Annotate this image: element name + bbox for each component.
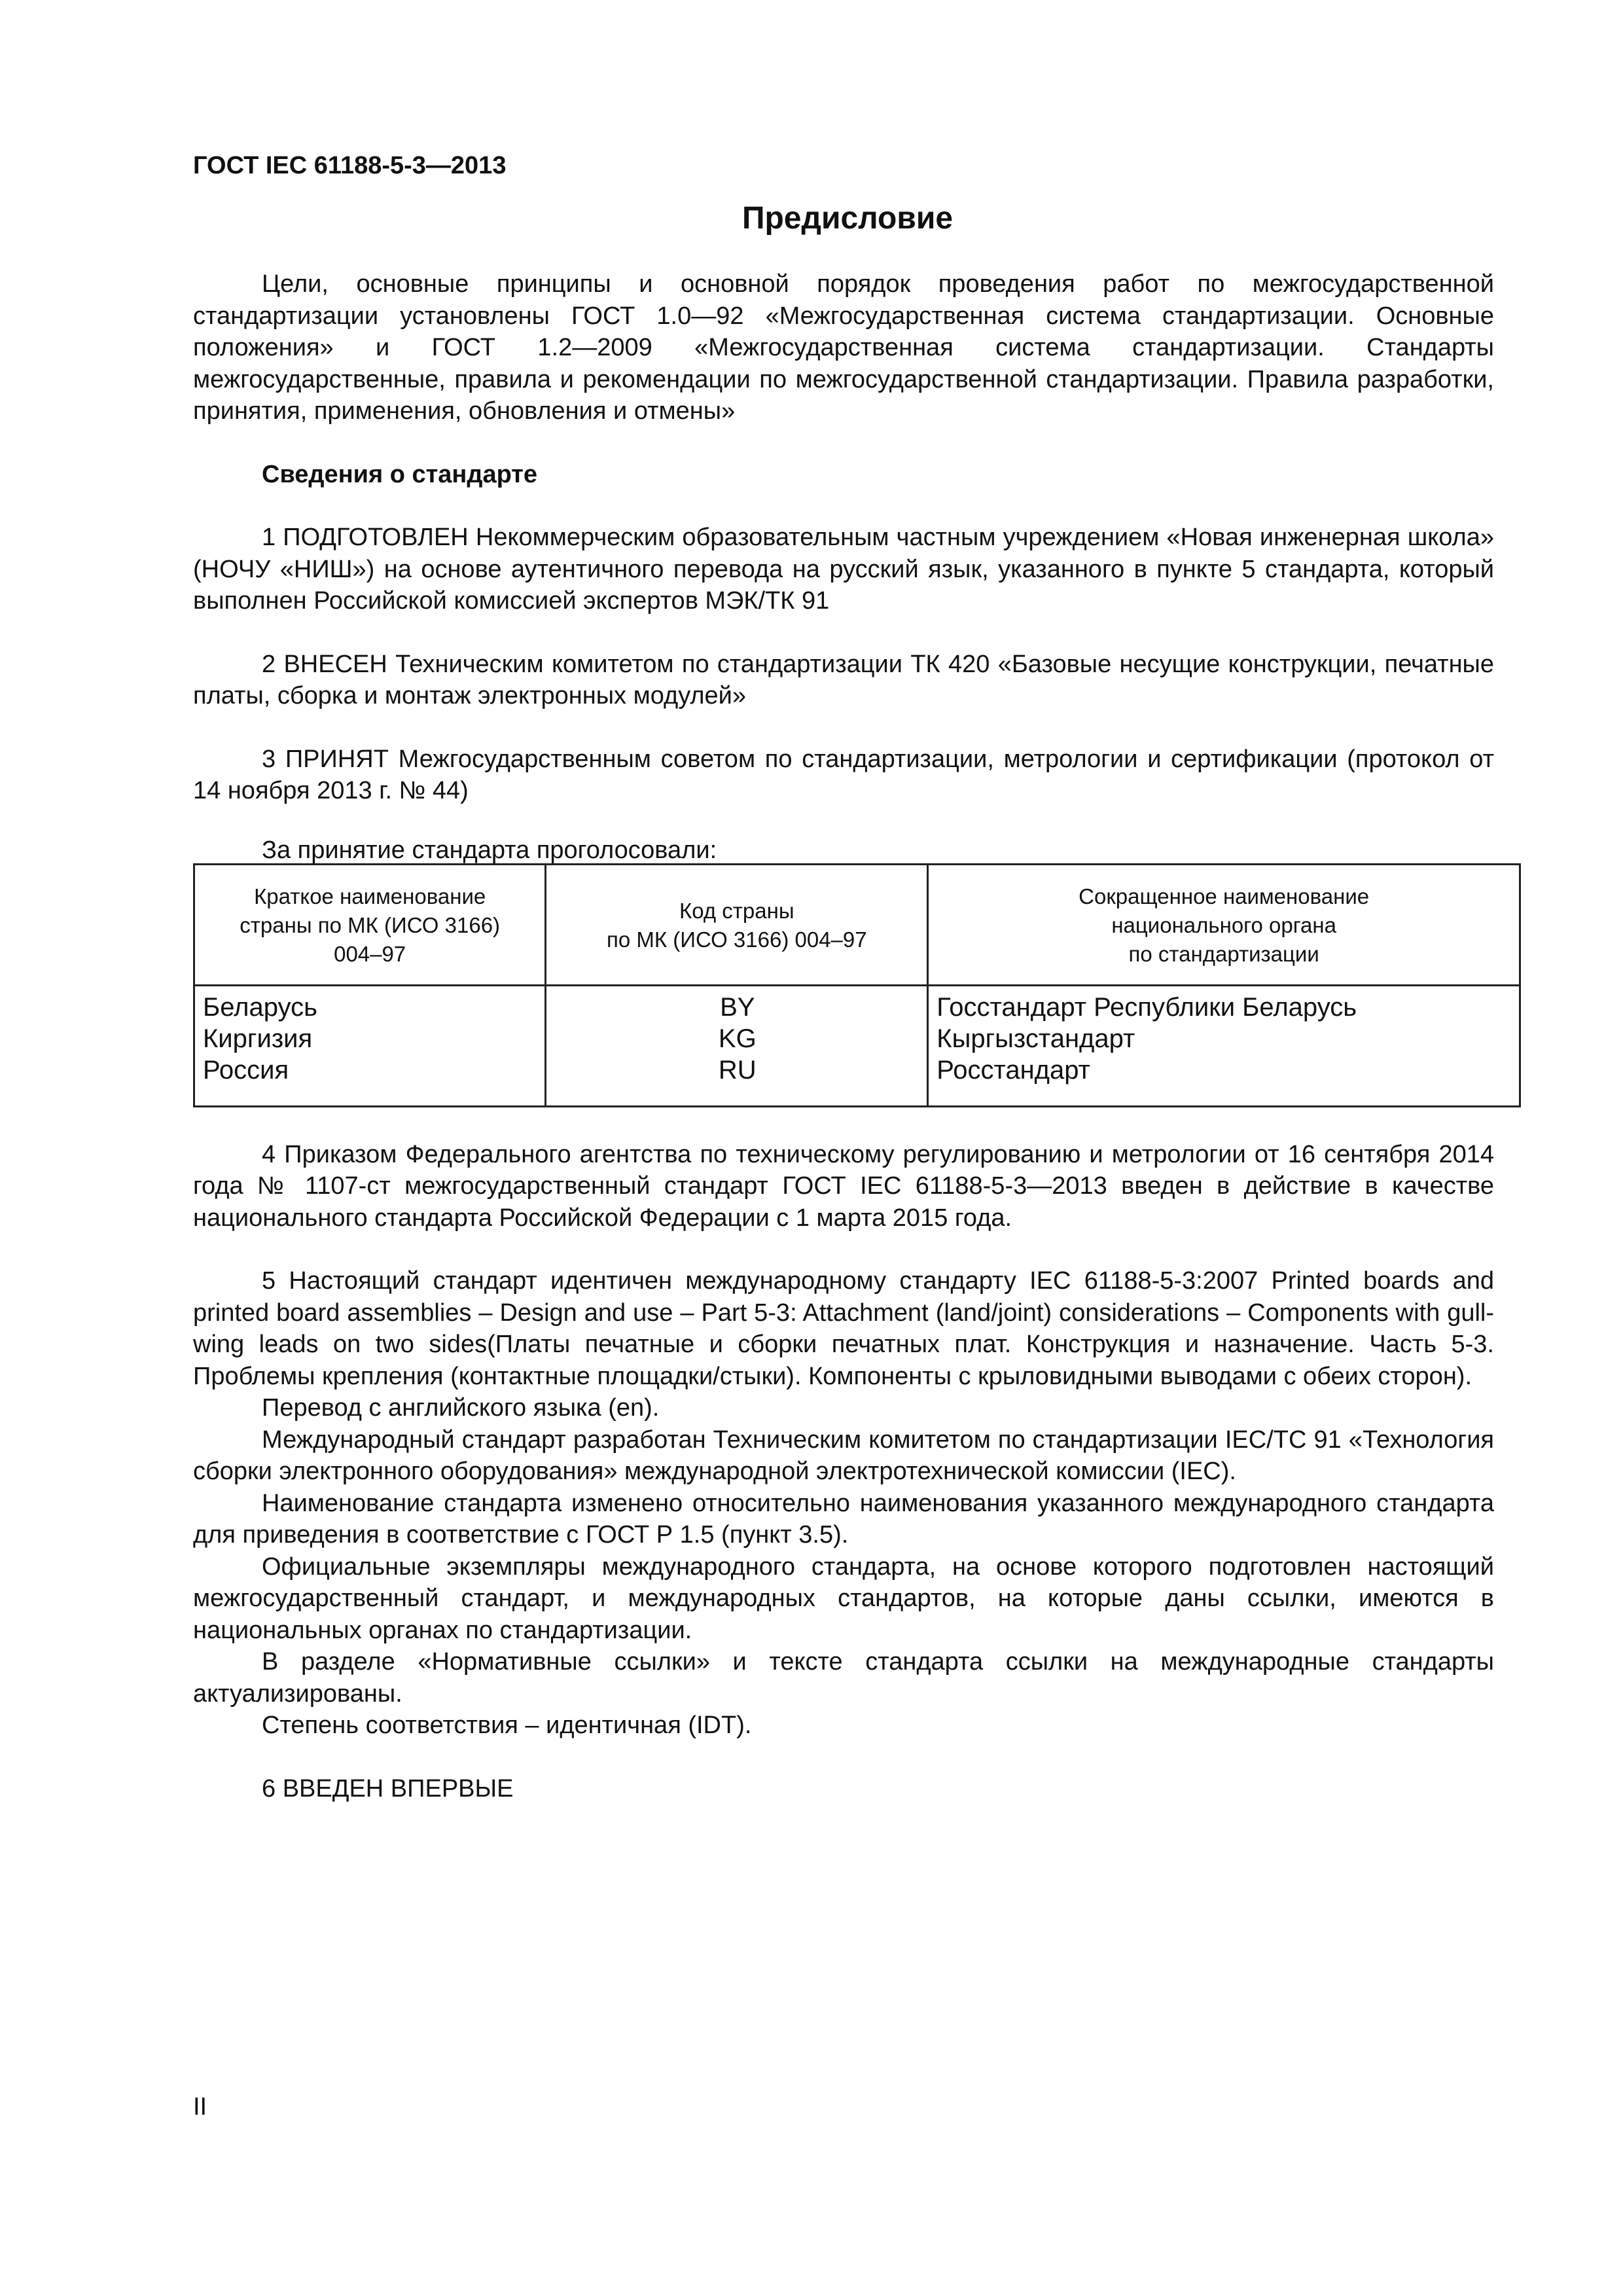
intro-paragraph: Цели, основные принципы и основной порядок проведения работ по межгосударственной стандартизации установлены ГОСТ 1.0—92 «Межгосударственная система стандартизации. Основные положения» и ГОСТ 1.2—2009 «Межгосударственная система стандартизации. Стандарты межгосударственные, правила и рекомендации по межгосударственной стандартизации. Правила разработки, принятия, применения, обновления и отмены» bbox=[193, 270, 1494, 425]
country-name: Россия bbox=[203, 1055, 289, 1085]
header-country-name bbox=[194, 864, 546, 985]
page-title: Предисловие bbox=[741, 201, 954, 236]
header-national-body bbox=[928, 864, 1520, 985]
item-5-developer: Международный стандарт разработан Техническим комитетом по стандартизации IEC/TC 91 «Технология сборки электронного оборудования» международной электротехнической комиссии (IEC). bbox=[193, 1426, 1494, 1485]
header-line: национального органа bbox=[1111, 912, 1336, 937]
header-country-code bbox=[546, 864, 928, 985]
header-line: Сокращенное наименование bbox=[1079, 884, 1370, 908]
item-5-translation: Перевод с английского языка (en). bbox=[262, 1394, 660, 1422]
item-6-paragraph: 6 ВВЕДЕН ВПЕРВЫЕ bbox=[262, 1774, 514, 1803]
table-row bbox=[194, 985, 1520, 1106]
country-code: BY bbox=[720, 992, 755, 1022]
bodies-cell bbox=[928, 985, 1520, 1106]
countries-cell bbox=[194, 985, 546, 1106]
codes-cell bbox=[546, 985, 928, 1106]
table-caption: За принятие стандарта проголосовали: bbox=[262, 836, 717, 864]
table-header-row bbox=[194, 864, 1520, 985]
header-line: Код страны bbox=[679, 898, 794, 923]
country-name: Киргизия bbox=[203, 1024, 313, 1053]
document-code-header: ГОСТ IEC 61188-5-3—2013 bbox=[193, 152, 507, 179]
item-5-official-copies: Официальные экземпляры международного стандарта, на основе которого подготовлен настоящий межгосударственный стандарт, и международных стандартов, на которые даны ссылки, имеются в национальных органах по стандартизации. bbox=[193, 1552, 1494, 1644]
item-5-name-change: Наименование стандарта изменено относительно наименования указанного международного стандарта для приведения в соответствие с ГОСТ Р 1.5 (пункт 3.5). bbox=[193, 1489, 1494, 1549]
national-body: Кыргызстандарт bbox=[936, 1024, 1135, 1053]
header-line: страны по МК (ИСО 3166) bbox=[240, 912, 501, 937]
item-5-references: В разделе «Нормативные ссылки» и тексте стандарта ссылки на международные стандарты актуализированы. bbox=[193, 1648, 1494, 1708]
item-1-paragraph: 1 ПОДГОТОВЛЕН Некоммерческим образовательным частным учреждением «Новая инженерная школа» (НОЧУ «НИШ») на основе аутентичного перевода на русский язык, указанного в пункте 5 стандарта, который выполнен Российской комиссией экспертов МЭК/ТК 91 bbox=[193, 524, 1494, 615]
voting-table bbox=[193, 863, 1521, 1107]
header-line: по стандартизации bbox=[1128, 941, 1319, 966]
national-body: Госстандарт Республики Беларусь bbox=[936, 992, 1357, 1022]
item-3-paragraph: 3 ПРИНЯТ Межгосударственным советом по стандартизации, метрологии и сертификации (протокол от 14 ноября 2013 г. № 44) bbox=[193, 745, 1494, 804]
country-name: Беларусь bbox=[203, 992, 317, 1022]
section-title: Сведения о стандарте bbox=[262, 460, 538, 488]
item-5-paragraph: 5 Настоящий стандарт идентичен международному стандарту IEC 61188-5-3:2007 Printed boards and printed board assemblies – Design and use – Part 5-3: Attachment (land/joint) considerations – Components with gull-wing leads on two sides(Платы печатные и сборки печатных плат. Конструкция и назначение. Часть 5-3. Проблемы крепления (контактные площадки/стыки). Компоненты с крыловидными выводами с обеих сторон). bbox=[193, 1267, 1494, 1390]
item-5-degree: Степень соответствия – идентичная (IDT). bbox=[262, 1712, 752, 1739]
document-body bbox=[193, 268, 1494, 1804]
item-4-paragraph: 4 Приказом Федерального агентства по техническому регулированию и метрологии от 16 сентября 2014 года № 1107-ст межгосударственный стандарт ГОСТ IEC 61188-5-3—2013 введен в действие в качестве национального стандарта Российской Федерации с 1 марта 2015 года. bbox=[193, 1140, 1494, 1232]
item-2-paragraph: 2 ВНЕСЕН Техническим комитетом по стандартизации ТК 420 «Базовые несущие конструкции, печатные платы, сборка и монтаж электронных модулей» bbox=[193, 650, 1494, 709]
header-line: по МК (ИСО 3166) 004–97 bbox=[607, 927, 867, 952]
header-line: 004–97 bbox=[334, 941, 406, 966]
country-code: RU bbox=[718, 1055, 757, 1085]
national-body: Росстандарт bbox=[936, 1055, 1090, 1085]
page-number: II bbox=[193, 2093, 207, 2121]
country-code: KG bbox=[718, 1024, 757, 1053]
header-line: Краткое наименование bbox=[254, 884, 486, 908]
